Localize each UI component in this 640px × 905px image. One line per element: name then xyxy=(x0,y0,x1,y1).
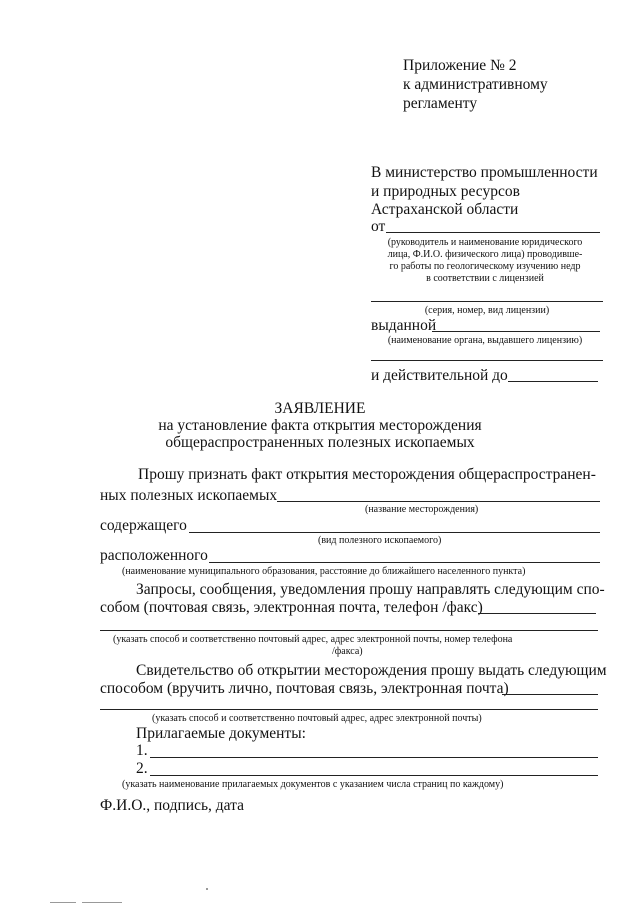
from-label: от xyxy=(371,218,386,235)
statement-subtitle-2: общераспространенных полезных ископаемых xyxy=(165,434,475,451)
request-line-1: Прошу признать факт открытия месторождения общераспространен- xyxy=(138,466,596,483)
scan-edge-mark xyxy=(82,902,122,903)
contact-note-1: (указать способ и соответственно почтовый адрес, адрес электронной почты, номер телефона xyxy=(113,634,513,645)
contact-note-2: /факса) xyxy=(332,646,363,657)
addressee-line-1: В министерство промышленности xyxy=(371,164,598,181)
signature-label: Ф.И.О., подпись, дата xyxy=(100,797,244,814)
applicant-note-3: го работы по геологическому изучению недр xyxy=(389,261,581,272)
applicant-note-4: в соответствии с лицензией xyxy=(426,273,544,284)
issuer-note: (наименование органа, выдавшего лицензию) xyxy=(387,335,583,346)
scan-speck xyxy=(206,888,208,890)
addressee-line-2: и природных ресурсов xyxy=(371,183,520,200)
delivery-note: (указать способ и соответственно почтовый адрес, адрес электронной почты) xyxy=(152,713,482,724)
contact-field-line-2[interactable] xyxy=(100,630,598,631)
contact-line-1: Запросы, сообщения, уведомления прошу направлять следующим спо- xyxy=(136,581,605,598)
request-line-2: ных полезных ископаемых xyxy=(100,487,278,504)
license-note: (серия, номер, вид лицензии) xyxy=(424,305,550,316)
attached-item-2-number: 2. xyxy=(136,760,148,777)
issued-field-line[interactable] xyxy=(432,331,600,332)
containing-label: содержащего xyxy=(100,517,187,534)
statement-subtitle-1: на установление факта открытия месторождения xyxy=(158,417,482,434)
from-field-line[interactable] xyxy=(386,232,600,233)
scan-edge-mark xyxy=(50,902,76,903)
applicant-note-2: лица, Ф.И.О. физического лица) проводивше- xyxy=(387,249,583,260)
mineral-field-line[interactable] xyxy=(189,532,600,533)
located-label: расположенного xyxy=(100,547,208,564)
applicant-note-1: (руководитель и наименование юридического xyxy=(387,237,583,248)
contact-field-line-1[interactable] xyxy=(478,613,596,614)
attached-item-1-number: 1. xyxy=(136,742,148,759)
location-note: (наименование муниципального образования, расстояние до ближайшего населенного пункта) xyxy=(122,566,526,577)
delivery-line-2: способом (вручить лично, почтовая связь, электронная почта) xyxy=(100,680,509,697)
appendix-line-1: Приложение № 2 xyxy=(403,57,517,74)
issuer-field-line[interactable] xyxy=(371,360,603,361)
issued-label: выданной xyxy=(371,317,437,334)
delivery-field-line-2[interactable] xyxy=(100,709,598,710)
mineral-note: (вид полезного ископаемого) xyxy=(318,535,442,546)
attached-note: (указать наименование прилагаемых документов с указанием числа страниц по каждому) xyxy=(122,779,504,790)
attached-item-2-line[interactable] xyxy=(150,775,598,776)
valid-field-line[interactable] xyxy=(508,381,598,382)
valid-label: и действительной до xyxy=(371,367,508,384)
location-field-line[interactable] xyxy=(209,562,600,563)
addressee-line-3: Астраханской области xyxy=(371,201,519,218)
delivery-line-1: Свидетельство об открытии месторождения прошу выдать следующим xyxy=(136,662,607,679)
appendix-line-3: регламенту xyxy=(403,95,478,112)
attached-item-1-line[interactable] xyxy=(150,757,598,758)
contact-line-2: собом (почтовая связь, электронная почта, телефон /факс) xyxy=(100,599,483,616)
statement-heading: ЗАЯВЛЕНИЕ xyxy=(274,400,366,417)
deposit-note: (название месторождения) xyxy=(365,504,479,515)
license-field-line[interactable] xyxy=(371,301,603,302)
delivery-field-line-1[interactable] xyxy=(502,694,598,695)
appendix-line-2: к административному xyxy=(403,76,548,93)
deposit-name-line[interactable] xyxy=(277,501,600,502)
attached-label: Прилагаемые документы: xyxy=(136,725,306,742)
